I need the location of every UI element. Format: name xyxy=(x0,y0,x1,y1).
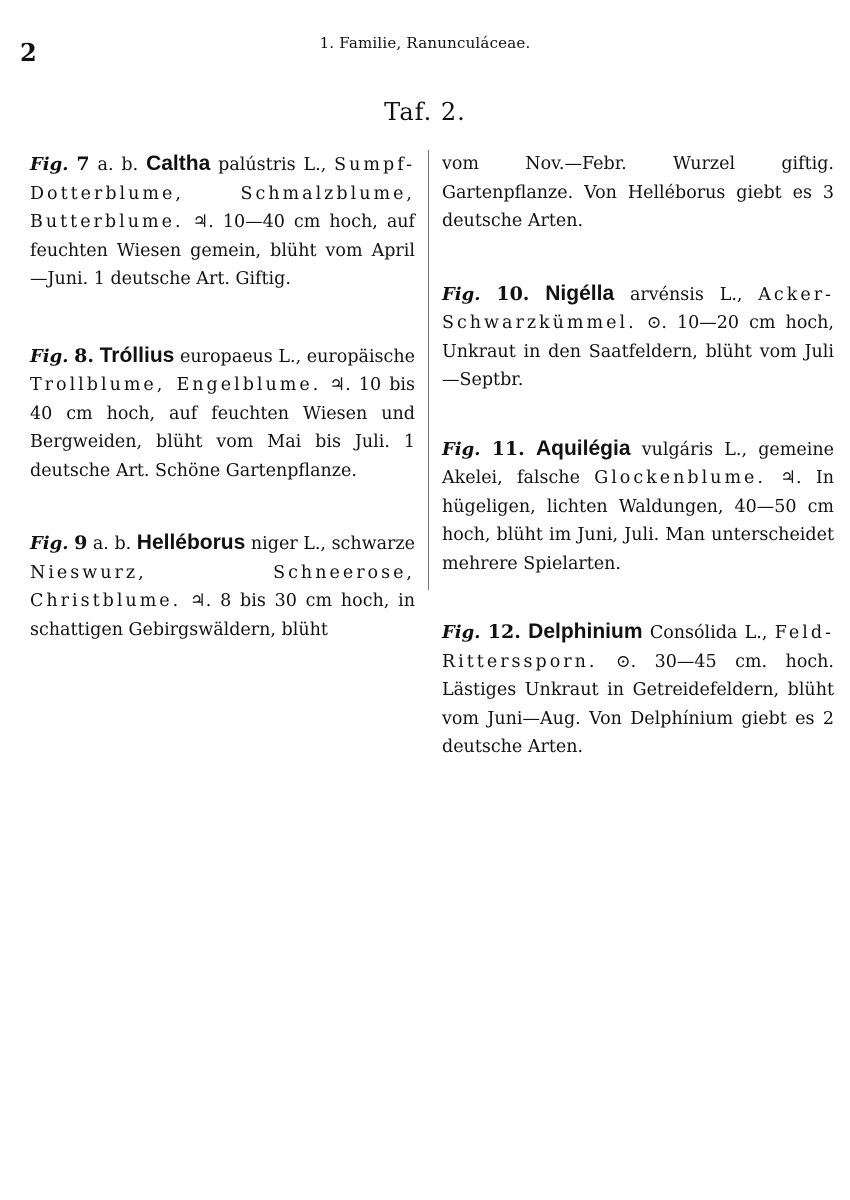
page-number: 2 xyxy=(20,38,37,67)
fig-label: Fig. xyxy=(442,283,481,305)
description-text: ⊙. 30—45 cm. hoch. Lästiges Unkraut in Getreidefeldern, blüht vom Juni—Aug. Von Delphínium giebt es 2 deutsche Arten. xyxy=(442,651,834,757)
description-text: ♃. 10—40 cm hoch, auf feuchten Wiesen gemein, blüht vom April—Juni. 1 deutsche Art. Giftig. xyxy=(30,212,415,289)
entry-fig-7 xyxy=(30,150,415,294)
fig-sub: a. b. xyxy=(89,155,147,175)
species-text: vulgáris L., gemeine Akelei, falsche xyxy=(442,439,834,488)
genus-name: Helléborus xyxy=(136,531,246,554)
common-names: Sumpf-Dotterblume, Schmalzblume, Butterblume. xyxy=(30,155,415,232)
species-text: europaeus L., europäische xyxy=(174,346,415,367)
common-names: Feld-Ritterssporn. xyxy=(442,623,834,672)
fig-sub xyxy=(529,285,545,305)
common-names: Trollblume, Engelblume. xyxy=(30,375,322,395)
fig-label: Fig. xyxy=(30,345,69,367)
description-text: ♃. 8 bis 30 cm hoch, in schattigen Gebirgswäldern, blüht xyxy=(30,591,415,640)
entry-fig-10 xyxy=(442,280,834,395)
species-text: Consólida L., xyxy=(642,623,775,643)
entry-fig-8 xyxy=(30,342,415,486)
genus-name: Caltha xyxy=(146,152,211,175)
column-divider xyxy=(428,150,429,590)
fig-sub: a. b. xyxy=(87,534,137,554)
entry-fig-12 xyxy=(442,618,834,762)
left-column xyxy=(30,150,415,644)
fig-number: 11. xyxy=(491,437,525,460)
fig-sub xyxy=(525,440,536,460)
entry-fig-9-continuation: vom Nov.—Febr. Wurzel giftig. Gartenpflanze. Von Helléborus giebt es 3 deutsche Arten. xyxy=(442,154,834,231)
genus-name: Aquilégia xyxy=(535,436,631,460)
fig-label: Fig. xyxy=(442,622,481,643)
fig-number: 12. xyxy=(487,621,521,643)
common-names: Acker-Schwarzkümmel. xyxy=(442,284,834,333)
entry-fig-9 xyxy=(30,529,415,644)
common-names: Glockenblume. xyxy=(594,468,766,488)
description-text: ♃. 10 bis 40 cm hoch, auf feuchten Wiesen und Bergweiden, blüht vom Mai bis Juli. 1 deutsche Art. Schöne Gartenpflanze. xyxy=(30,375,415,481)
fig-number: 8. xyxy=(74,344,94,367)
fig-label: Fig. xyxy=(30,533,69,554)
fig-label: Fig. xyxy=(30,154,69,175)
plate-title: Taf. 2. xyxy=(384,98,466,126)
fig-label: Fig. xyxy=(442,438,481,460)
description-text: ⊙. 10—20 cm hoch, Unkraut in den Saatfeldern, blüht vom Juli—Septbr. xyxy=(442,313,834,390)
fig-number: 9 xyxy=(74,532,88,554)
fig-number: 7 xyxy=(76,153,90,175)
genus-name: Tróllius xyxy=(99,343,175,367)
genus-name: Delphinium xyxy=(528,620,643,643)
common-names: Nieswurz, Schneerose, Christblume. xyxy=(30,562,415,611)
species-text: niger L., schwarze xyxy=(245,534,415,554)
species-text: arvénsis L., xyxy=(614,284,759,305)
species-text: palústris L., xyxy=(210,155,335,175)
running-head: 1. Familie, Ranunculáceae. xyxy=(319,34,531,52)
description-text: ♃. In hügeligen, lichten Waldungen, 40—50 cm hoch, blüht im Juni, Juli. Man unterscheidet mehrere Spielarten. xyxy=(442,468,834,574)
genus-name: Nigélla xyxy=(545,281,615,305)
fig-number: 10. xyxy=(496,282,530,305)
entry-fig-11 xyxy=(442,435,834,579)
right-column xyxy=(442,150,834,762)
